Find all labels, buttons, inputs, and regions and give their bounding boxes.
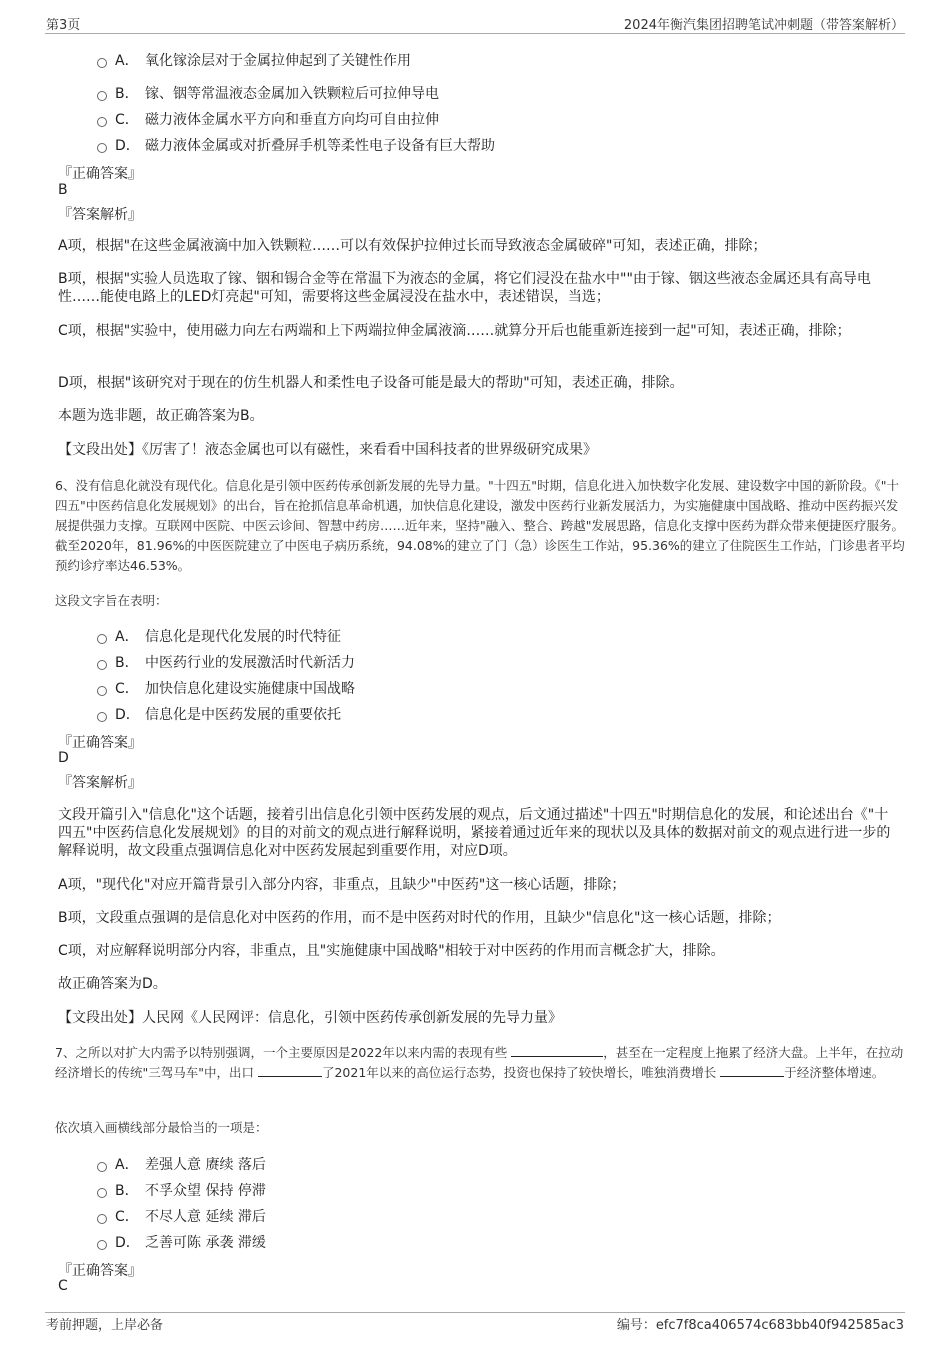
q5-option-d[interactable]: D． 磁力液体金属或对折叠屏手机等柔性电子设备有巨大帮助 <box>97 135 495 155</box>
radio-icon[interactable] <box>97 1162 107 1172</box>
document-title: 2024年衡汽集团招聘笔试冲刺题（带答案解析） <box>623 18 904 33</box>
q7-option-b[interactable]: B． 不孚众望 保持 停滞 <box>97 1180 266 1200</box>
radio-icon[interactable] <box>97 686 107 696</box>
radio-icon[interactable] <box>97 1214 107 1224</box>
q7-option-d[interactable]: D． 乏善可陈 承袭 滞缓 <box>97 1232 266 1252</box>
analysis-paragraph: D项，根据"该研究对于现在的仿生机器人和柔性电子设备可能是最大的帮助"可知，表述正确，排除。 <box>58 375 684 391</box>
fill-blank-3 <box>720 1064 784 1077</box>
document-id: 编号：efc7f8ca406574c683bb40f942585ac3 <box>616 1318 904 1333</box>
analysis-label: 『答案解析』 <box>58 775 142 791</box>
question-6-stem: 6、没有信息化就没有现代化。信息化是引领中医药传承创新发展的先导力量。"十四五"时期，信息化进入加快数字化发展、建设数字中国的新阶段。《"十四五"中医药信息化发展规划》的出台，旨在抢抓信息革命机遇，加快信息化建设，激发中医药行业新发展活力，为实施健康中国战略、推动中医药振兴发展提供强力支撑。互联网中医院、中医云诊间、智慧中药房……近年来，坚持"融入、整合、跨越"发展思路，信息化支撑中医药为群众带来便捷医疗服务。截至2020年，81.96%的中医医院建立了中医电子病历系统，94.08%的建立了门（急）诊医生工作站，95.36%的建立了住院医生工作站，门诊患者平均预约诊疗率达46.53%。 <box>55 478 905 573</box>
header-divider <box>45 33 905 34</box>
radio-icon[interactable] <box>97 1188 107 1198</box>
analysis-paragraph: B项，根据"实验人员选取了镓、铟和锡合金等在常温下为液态的金属，将它们浸没在盐水中""由于镓、铟这些液态金属还具有高导电性……能使电路上的LED灯亮起"可知，需要将这些金属浸没在盐水中，表述错误，当选； <box>58 271 871 305</box>
q7-option-a[interactable]: A． 差强人意 赓续 落后 <box>97 1154 266 1174</box>
fill-blank-1 <box>511 1044 603 1057</box>
analysis-paragraph: C项，根据"实验中，使用磁力向左右两端和上下两端拉伸金属液滴……就算分开后也能重新连接到一起"可知，表述正确，排除； <box>58 323 851 339</box>
answer-label: 『正确答案』 <box>58 166 142 182</box>
answer-value: C <box>58 1278 68 1294</box>
analysis-paragraph: A项，"现代化"对应开篇背景引入部分内容，非重点，且缺少"中医药"这一核心话题，排除； <box>58 877 626 893</box>
answer-label: 『正确答案』 <box>58 735 142 751</box>
q6-option-a[interactable]: A． 信息化是现代化发展的时代特征 <box>97 626 341 646</box>
question-7-stem: 7、之所以对扩大内需予以特别强调，一个主要原因是2022年以来内需的表现有些 ，甚至在一定程度上拖累了经济大盘。上半年，在拉动经济增长的传统"三驾马车"中，出口 了2021年以来的高位运行态势，投资也保持了较快增长，唯独消费增长 于经济整体增速。 <box>55 1045 904 1080</box>
radio-icon[interactable] <box>97 1240 107 1250</box>
q5-option-b[interactable]: B． 镓、铟等常温液态金属加入铁颗粒后可拉伸导电 <box>97 83 439 103</box>
source-citation: 【文段出处】《厉害了！液态金属也可以有磁性，来看看中国科技者的世界级研究成果》 <box>58 442 597 458</box>
q6-option-b[interactable]: B． 中医药行业的发展激活时代新活力 <box>97 652 355 672</box>
page-number: 第3页 <box>46 18 81 33</box>
radio-icon[interactable] <box>97 91 107 101</box>
analysis-conclusion: 本题为选非题，故正确答案为B。 <box>58 408 264 424</box>
source-citation: 【文段出处】人民网《人民网评：信息化，引领中医药传承创新发展的先导力量》 <box>58 1010 562 1026</box>
answer-value: D <box>58 750 69 766</box>
question-6-prompt: 这段文字旨在表明： <box>55 593 168 608</box>
radio-icon[interactable] <box>97 58 107 68</box>
q5-option-c[interactable]: C． 磁力液体金属水平方向和垂直方向均可自由拉伸 <box>97 109 439 129</box>
radio-icon[interactable] <box>97 660 107 670</box>
q6-option-c[interactable]: C． 加快信息化建设实施健康中国战略 <box>97 678 355 698</box>
analysis-paragraph: B项，文段重点强调的是信息化对中医药的作用，而不是中医药对时代的作用，且缺少"信息化"这一核心话题，排除； <box>58 910 781 926</box>
radio-icon[interactable] <box>97 634 107 644</box>
q6-option-d[interactable]: D． 信息化是中医药发展的重要依托 <box>97 704 341 724</box>
radio-icon[interactable] <box>97 117 107 127</box>
analysis-paragraph: A项，根据"在这些金属液滴中加入铁颗粒……可以有效保护拉伸过长而导致液态金属破碎"可知，表述正确，排除； <box>58 238 767 254</box>
fill-blank-2 <box>258 1064 322 1077</box>
question-7-prompt: 依次填入画横线部分最恰当的一项是： <box>55 1120 268 1135</box>
radio-icon[interactable] <box>97 143 107 153</box>
analysis-paragraph: 文段开篇引入"信息化"这个话题，接着引出信息化引领中医药发展的观点，后文通过描述"十四五"时期信息化的发展，和论述出台《"十四五"中医药信息化发展规划》的目的对前文的观点进行解释说明，紧接着通过近年来的现状以及具体的数据对前文的观点进行进一步的解释说明，故文段重点强调信息化对中医药发展起到重要作用，对应D项。 <box>58 807 891 859</box>
answer-label: 『正确答案』 <box>58 1263 142 1279</box>
answer-value: B <box>58 182 68 198</box>
footer-divider <box>45 1312 905 1313</box>
q5-option-a[interactable]: A． 氧化镓涂层对于金属拉伸起到了关键性作用 <box>97 50 411 70</box>
footer-slogan: 考前押题，上岸必备 <box>46 1318 164 1333</box>
q7-option-c[interactable]: C． 不尽人意 延续 滞后 <box>97 1206 266 1226</box>
analysis-conclusion: 故正确答案为D。 <box>58 976 167 992</box>
radio-icon[interactable] <box>97 712 107 722</box>
analysis-paragraph: C项，对应解释说明部分内容，非重点，且"实施健康中国战略"相较于对中医药的作用而言概念扩大，排除。 <box>58 943 725 959</box>
analysis-label: 『答案解析』 <box>58 207 142 223</box>
